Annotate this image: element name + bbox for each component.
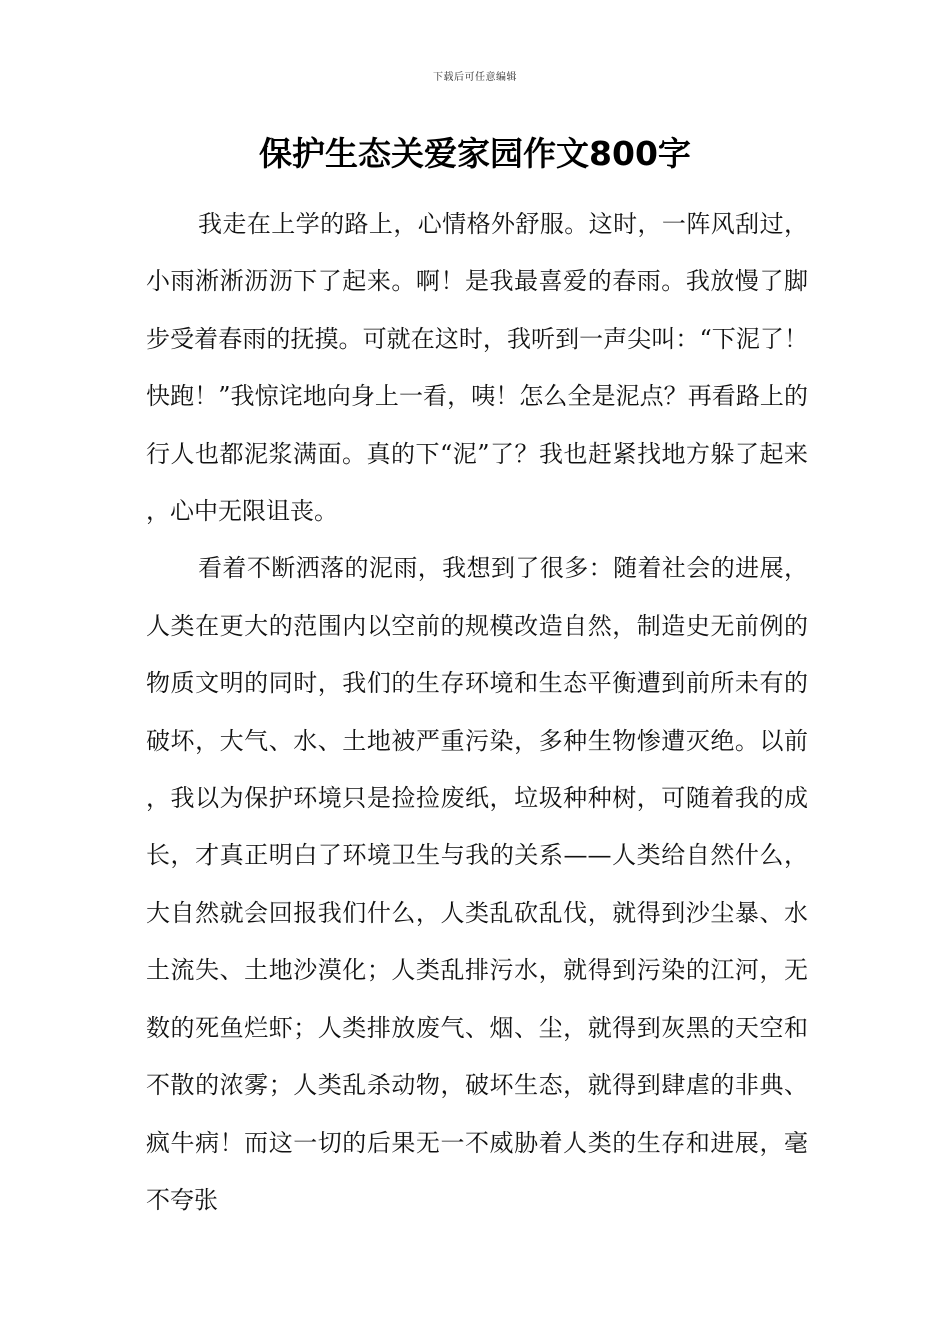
header-note: 下载后可任意编辑 (433, 72, 517, 83)
page-title: 保护生态关爱家园作文800字 (259, 134, 691, 173)
essay-body (146, 196, 808, 1229)
paragraph-2: 看着不断洒落的泥雨，我想到了很多：随着社会的进展，人类在更大的范围内以空前的规模改造自然，制造史无前例的物质文明的同时，我们的生存环境和生态平衡遭到前所未有的破坏，大气、水、土地被严重污染，多种生物惨遭灭绝。以前，我以为保护环境只是捡捡废纸，垃圾种种树，可随着我的成长，才真正明白了环境卫生与我的关系——人类给自然什么，大自然就会回报我们什么，人类乱砍乱伐，就得到沙尘暴、水土流失、土地沙漠化；人类乱排污水，就得到污染的江河，无数的死鱼烂虾；人类排放废气、烟、尘，就得到灰黑的天空和不散的浓雾；人类乱杀动物，破坏生态，就得到肆虐的非典、疯牛病！而这一切的后果无一不威胁着人类的生存和进展，毫不夸张 (146, 554, 808, 1214)
paragraph-1: 我走在上学的路上，心情格外舒服。这时，一阵风刮过，小雨淅淅沥沥下了起来。啊！是我最喜爱的春雨。我放慢了脚步受着春雨的抚摸。可就在这时，我听到一声尖叫：“下泥了！快跑！”我惊诧地向身上一看，咦！怎么全是泥点？再看路上的行人也都泥浆满面。真的下“泥”了？我也赶紧找地方躲了起来，心中无限诅丧。 (146, 210, 808, 526)
